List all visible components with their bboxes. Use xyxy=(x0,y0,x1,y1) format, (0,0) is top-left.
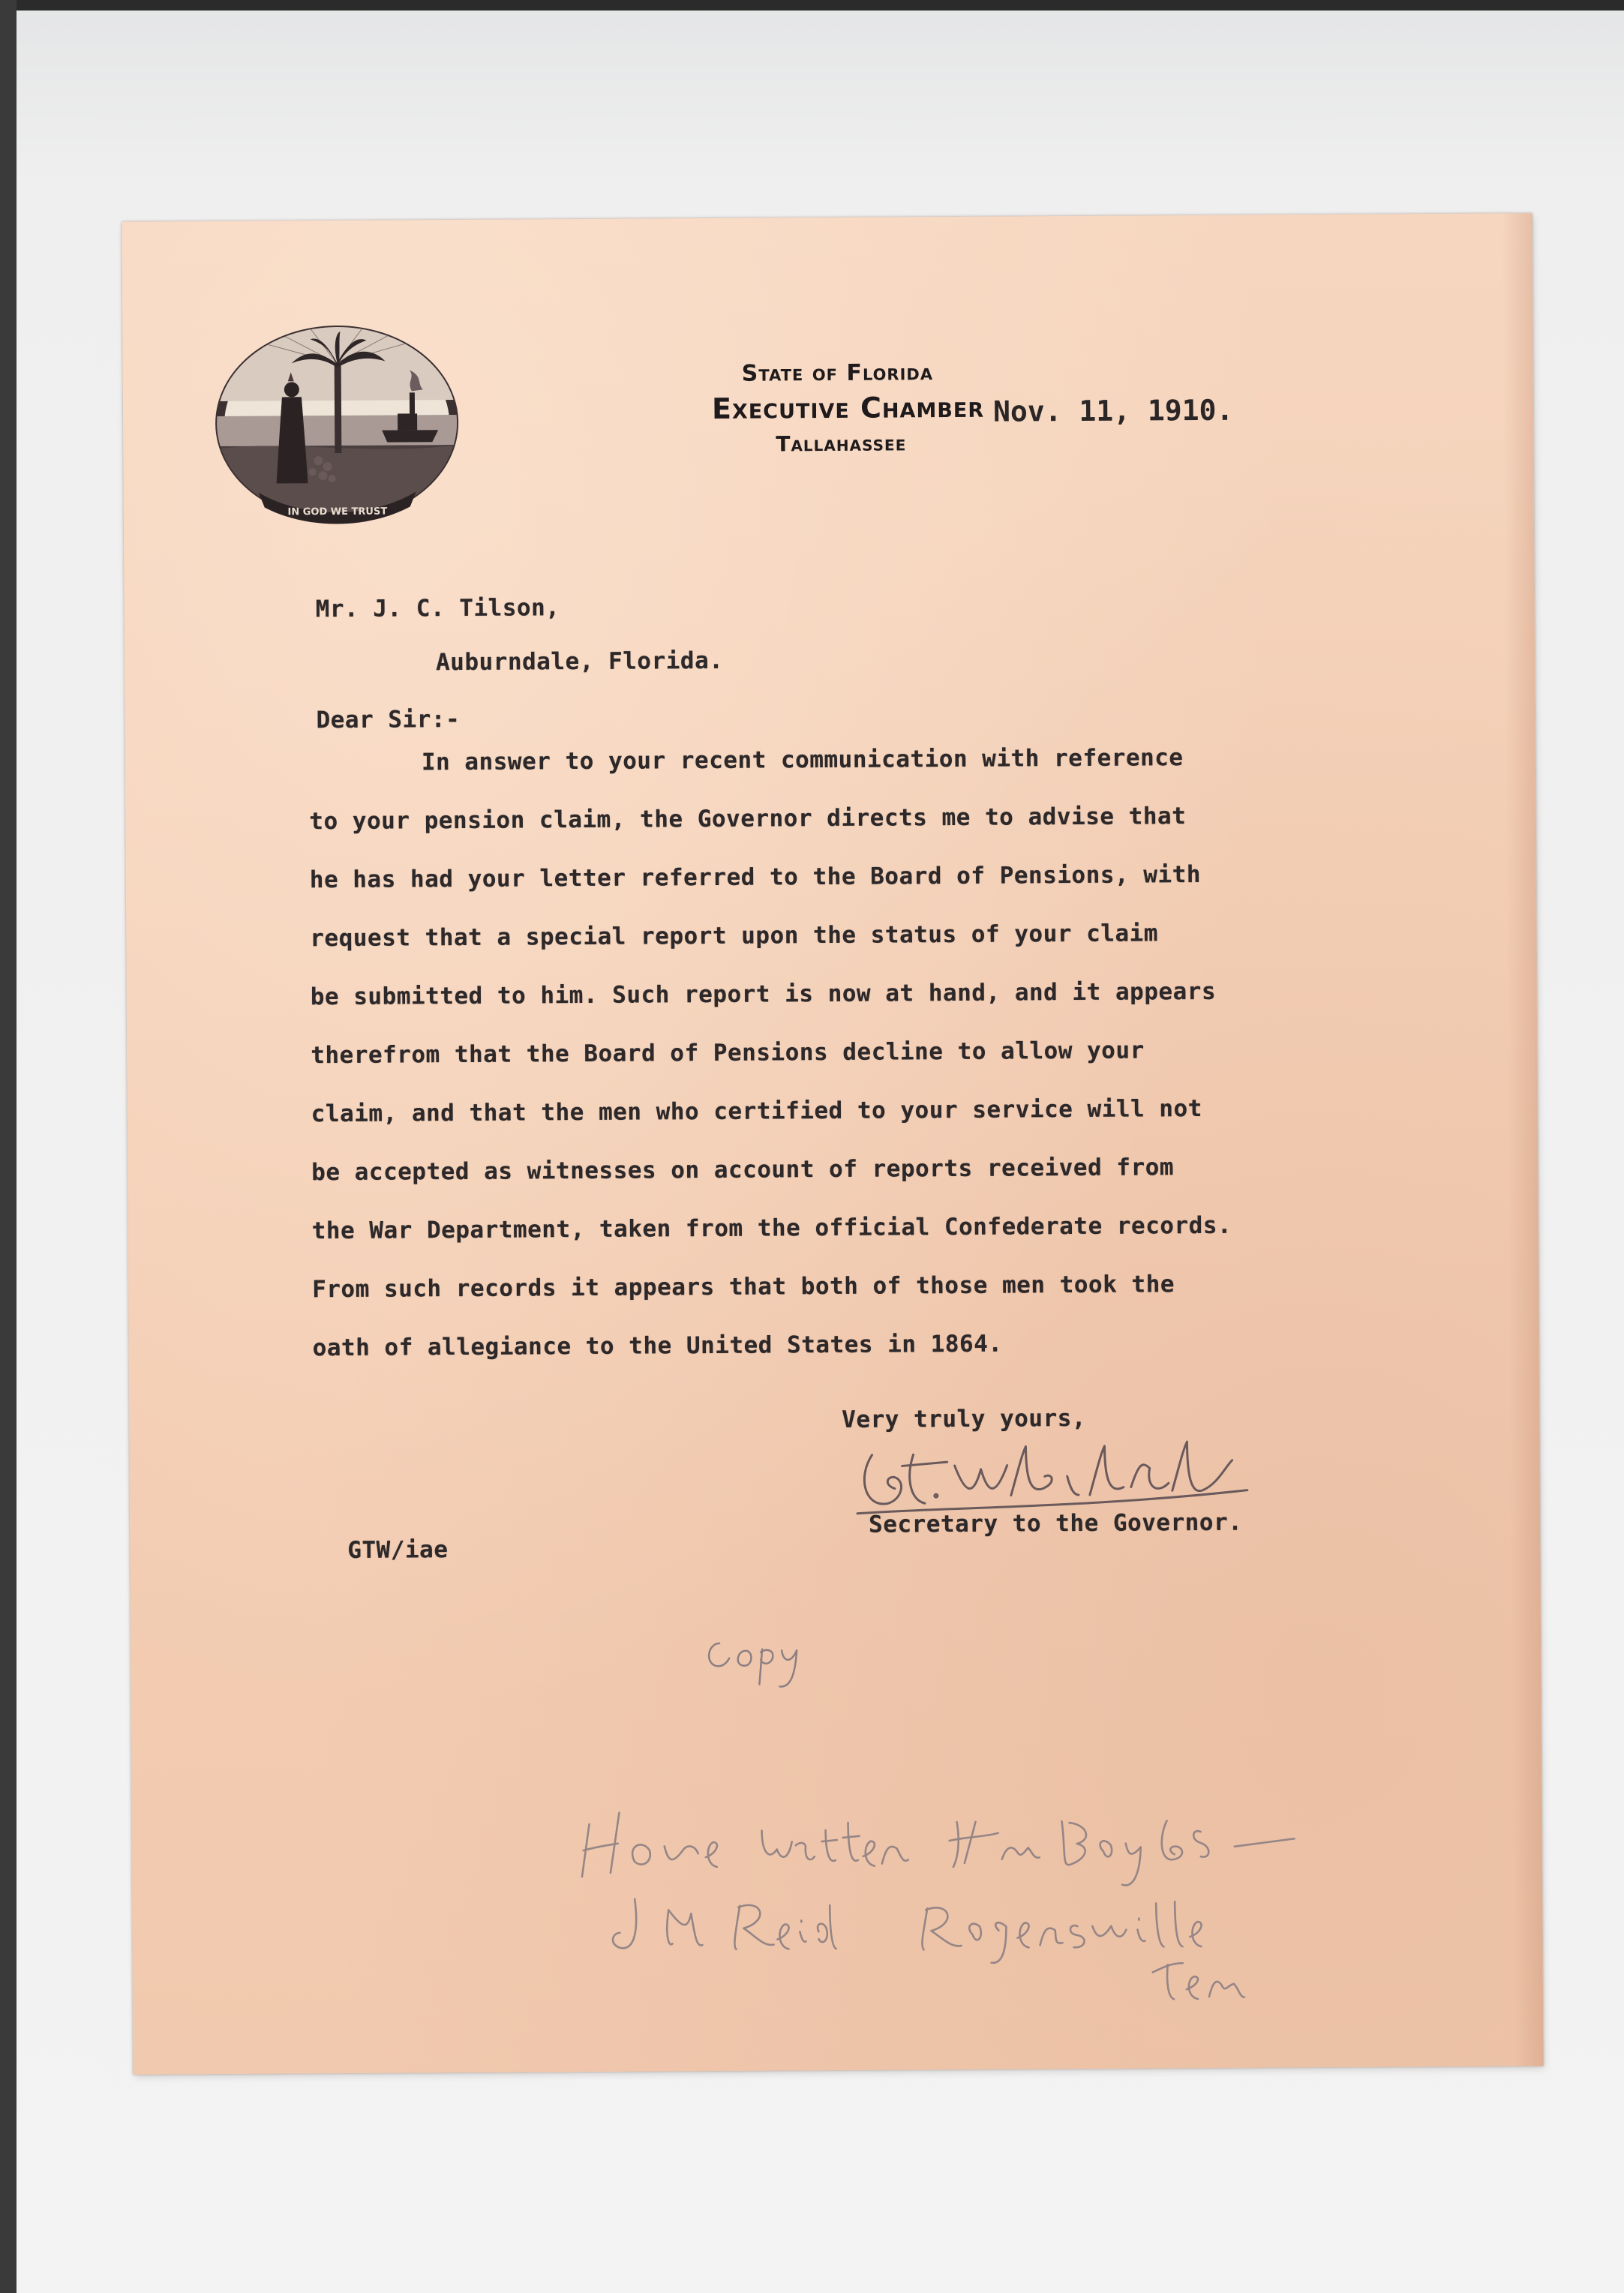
body-line: therefrom that the Board of Pensions decline to allow your xyxy=(311,1037,1145,1070)
letterhead-office: Executive Chamber xyxy=(711,390,985,425)
letterhead-state: State of Florida xyxy=(741,359,934,387)
copy-handwritten-note xyxy=(693,1620,836,1703)
signer-title: Secretary to the Governor. xyxy=(868,1508,1243,1538)
body-line: be submitted to him. Such report is now at hand, and it appears xyxy=(310,977,1217,1011)
signature xyxy=(842,1423,1262,1523)
typist-initials: GTW/iae xyxy=(347,1536,449,1564)
pencil-annotation xyxy=(566,1774,1438,2012)
florida-state-seal xyxy=(212,317,461,536)
body-line: he has had your letter referred to the Board of Pensions, with xyxy=(309,860,1202,894)
letter-sheet xyxy=(122,213,1543,2074)
letterhead-city: Tallahassee xyxy=(776,431,907,457)
body-line: claim, and that the men who certified to your service will not xyxy=(311,1094,1202,1128)
palm-trunk xyxy=(335,363,342,453)
salutation: Dear Sir:- xyxy=(316,706,461,734)
seal-motto-text: IN GOD WE TRUST xyxy=(287,506,388,518)
recipient-name: Mr. J. C. Tilson, xyxy=(315,594,560,623)
body-line: oath of allegiance to the United States in 1864. xyxy=(312,1330,1003,1362)
letter-date: Nov. 11, 1910. xyxy=(992,393,1234,428)
body-line: to your pension claim, the Governor directs me to advise that xyxy=(309,803,1187,836)
body-line: In answer to your recent communication with reference xyxy=(421,744,1184,776)
letter-body xyxy=(309,743,1397,1362)
recipient-address: Auburndale, Florida. xyxy=(435,647,724,677)
body-line: request that a special report upon the status of your claim xyxy=(310,920,1159,953)
body-line: From such records it appears that both of those men took the xyxy=(312,1271,1175,1304)
body-line: the War Department, taken from the official Confederate records. xyxy=(311,1211,1232,1245)
closing: Very truly yours, xyxy=(842,1404,1087,1433)
body-line: be accepted as witnesses on account of reports received from xyxy=(311,1154,1175,1187)
